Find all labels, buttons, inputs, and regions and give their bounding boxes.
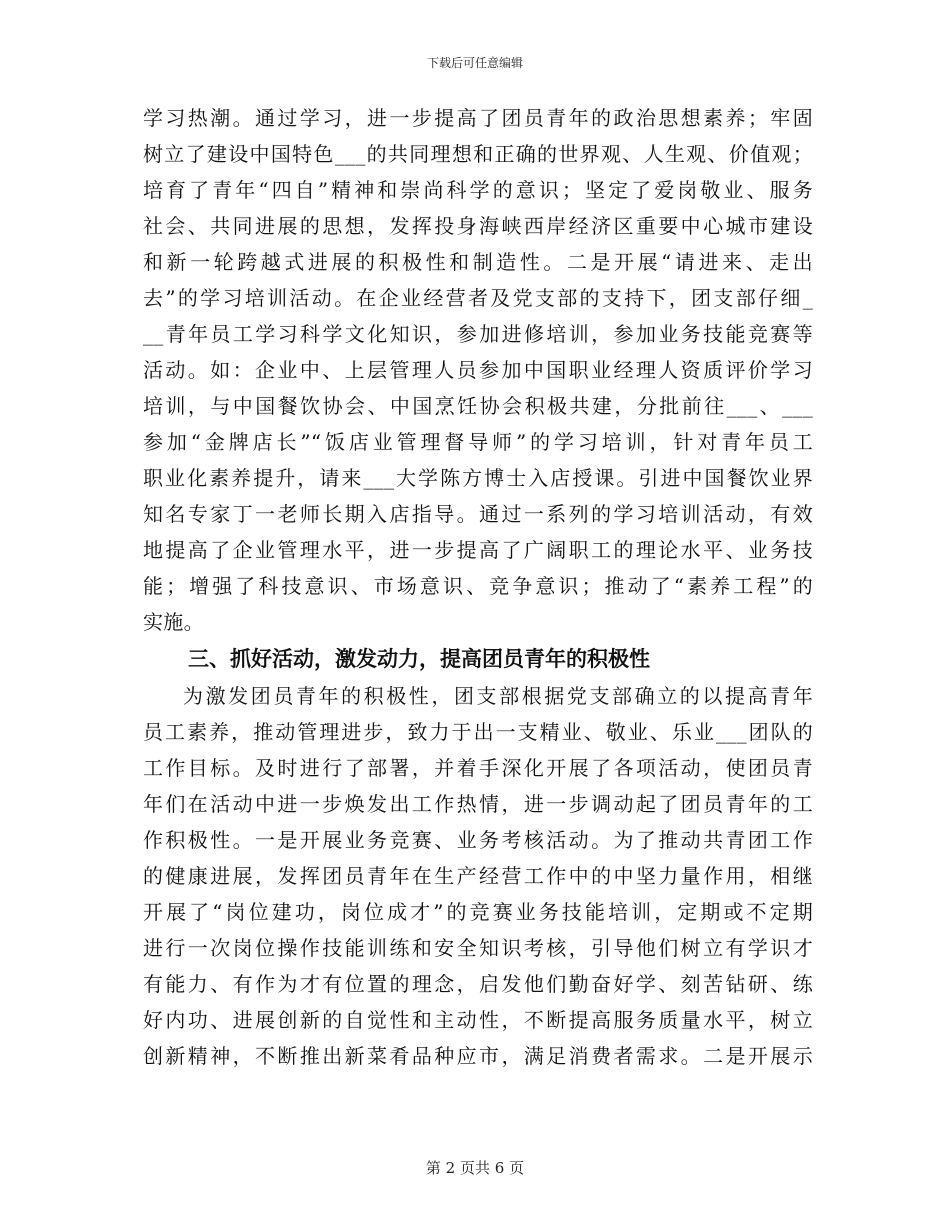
text-line: 实施。 <box>143 610 204 634</box>
text-line: 创新精神，不断推出新菜肴品种应市，满足消费者需求。二是开展示 <box>143 1044 813 1068</box>
text-line: 职业化素养提升，请来___大学陈方博士入店授课。引进中国餐饮业界 <box>143 466 813 490</box>
page-header: 下载后可任意编辑 <box>426 56 523 70</box>
text-line: 工作目标。及时进行了部署，并着手深化开展了各项活动，使团员青 <box>143 756 813 780</box>
document-body <box>143 100 813 1074</box>
text-line: 树立了建设中国特色___的共同理想和正确的世界观、人生观、价值观； <box>143 142 813 166</box>
text-line: 活动。如：企业中、上层管理人员参加中国职业经理人资质评价学习 <box>143 358 813 382</box>
text-line: 员工素养，推动管理进步，致力于出一支精业、敬业、乐业___团队的 <box>143 720 813 744</box>
text-line: 好内功、进展创新的自觉性和主动性，不断提高服务质量水平，树立 <box>143 1008 813 1032</box>
text-line: 知名专家丁一老师长期入店指导。通过一系列的学习培训活动，有效 <box>143 502 813 526</box>
text-line: 社会、共同进展的思想，发挥投身海峡西岸经济区重要中心城市建设 <box>143 214 813 238</box>
text-line: 有能力、有作为才有位置的理念，启发他们勤奋好学、刻苦钻研、练 <box>143 972 813 996</box>
text-line: 作积极性。一是开展业务竞赛、业务考核活动。为了推动共青团工作 <box>143 828 813 852</box>
section-heading: 三、抓好活动，激发动力，提高团员青年的积极性 <box>188 647 650 671</box>
text-line: 进行一次岗位操作技能训练和安全知识考核，引导他们树立有学识才 <box>143 936 813 960</box>
text-line: __青年员工学习科学文化知识，参加进修培训，参加业务技能竞赛等 <box>143 322 813 346</box>
text-line: 的健康进展，发挥团员青年在生产经营工作中的中坚力量作用，相继 <box>143 864 813 888</box>
text-line: 学习热潮。通过学习，进一步提高了团员青年的政治思想素养；牢固 <box>143 106 813 130</box>
paragraph-1 <box>143 100 813 640</box>
text-line: 参加“金牌店长”“饭店业管理督导师”的学习培训，针对青年员工 <box>143 430 813 454</box>
paragraph-2 <box>143 678 813 1074</box>
page-footer: 第 2 页共 6 页 <box>425 1159 525 1177</box>
text-line: 年们在活动中进一步焕发出工作热情，进一步调动起了团员青年的工 <box>143 792 813 816</box>
text-line: 能；增强了科技意识、市场意识、竞争意识；推动了“素养工程”的 <box>143 574 813 598</box>
text-line: 和新一轮跨越式进展的积极性和制造性。二是开展“请进来、走出 <box>143 250 813 274</box>
text-line: 开展了“岗位建功，岗位成才”的竞赛业务技能培训，定期或不定期 <box>143 900 813 924</box>
text-line: 培训，与中国餐饮协会、中国烹饪协会积极共建，分批前往___、___ <box>143 394 813 418</box>
text-line: 培育了青年“四自”精神和崇尚科学的意识；坚定了爱岗敬业、服务 <box>143 178 813 202</box>
text-line: 去”的学习培训活动。在企业经营者及党支部的支持下，团支部仔细_ <box>143 286 813 310</box>
text-line: 为激发团员青年的积极性，团支部根据党支部确立的以提高青年 <box>183 684 813 708</box>
text-line: 地提高了企业管理水平，进一步提高了广阔职工的理论水平、业务技 <box>143 538 813 562</box>
